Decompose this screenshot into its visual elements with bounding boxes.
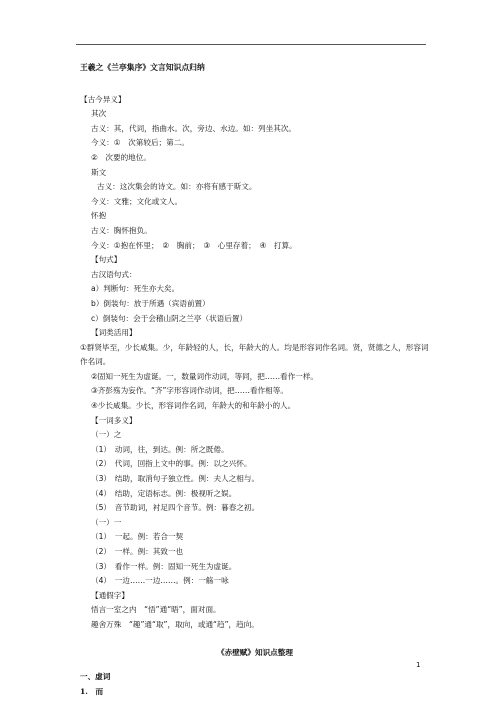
yici-line: （2） 代词，回指上文中的事。例：以之兴怀。	[91, 459, 252, 469]
gujin-line: 古义：其，代词，指曲水。次，旁边、水边。如：列坐其次。	[91, 123, 297, 133]
cilei-line: ③齐彭殇为妄作。“齐”字形容词作动词，把……看作相等。	[91, 386, 288, 396]
yici-line: （1） 动词，往，到达。例：所之既倦。	[91, 444, 229, 454]
document-body	[80, 61, 430, 699]
yici-line: （2） 一样。例：其致一也	[91, 547, 184, 556]
document-title: 王羲之《兰亭集序》文言知识点归纳	[80, 63, 205, 72]
gujin-line: 怀抱	[91, 211, 107, 221]
gujin-line: 古义：这次集会的诗文。如：亦将有感于斯文。	[97, 182, 257, 192]
page-number: 1	[416, 661, 421, 669]
gujin-line: 今义：①抱在怀里； ② 胸前； ③ 心里存着； ④ 打算。	[91, 240, 297, 250]
jushi-line: b）倒装句：放于所遇（宾语前置）	[91, 298, 210, 308]
section-header-cilei: 【词类活用】	[91, 328, 137, 338]
yici-line: （一）之	[91, 430, 122, 440]
jushi-line: a）判断句：死生亦大矣。	[91, 284, 180, 294]
yici-line: （4） 一边……一边……。例：一觞一咏	[91, 576, 229, 586]
jushi-line: 古汉语句式：	[91, 269, 137, 279]
yici-line: （一）一	[91, 517, 122, 527]
heading-er: 1. 而	[80, 686, 104, 696]
yici-line: （3） 结助，取消句子独立性。例：夫人之相与。	[91, 474, 260, 484]
gujin-line: 今义：文雅；文化或文人。	[91, 196, 183, 206]
yici-line: （3） 看作一样。例：固知一死生为虚诞。	[91, 561, 237, 571]
heading-xuci: 一、虚词	[80, 672, 111, 682]
gujin-line: 斯文	[91, 167, 107, 177]
cilei-line: ④少长咸集。少长，形容词作名词，年龄大的和年龄小的人。	[91, 401, 296, 411]
header-rule	[76, 44, 426, 45]
tongjia-line: 悟言一室之内 “悟”通“晤”，面对面。	[91, 605, 221, 615]
tongjia-line: 趣舍万殊 “趣”通“取”，取向，或通“趋”，趋向。	[91, 619, 259, 629]
cilei-line: ②固知一死生为虚诞。一，数量词作动词，等同，把……看作一样。	[91, 371, 319, 381]
gujin-line: 其次	[91, 109, 107, 119]
gujin-line: 古义：胸怀抱负。	[91, 225, 152, 235]
section-header-tongjia: 【通假字】	[91, 590, 129, 600]
section-header-yici: 【一词多义】	[91, 415, 137, 425]
jushi-line: c）倒装句：会于会稽山阴之兰亭（状语后置）	[91, 313, 248, 323]
section-header-jushi: 【句式】	[91, 255, 122, 265]
yici-line: （1） 一起。例：若合一契	[91, 532, 184, 542]
cilei-paragraph: ①群贤毕至，少长咸集。少，年龄轻的人，长，年龄大的人。均是形容词作名词。贤，贤德之人，形容词作名词。	[80, 342, 429, 367]
gujin-line: 今义：① 次第较后；第二。	[91, 138, 189, 148]
section-header-gujin: 【古今异义】	[80, 94, 126, 104]
yici-line: （4） 结助，定语标志。例：极视听之娱。	[91, 488, 237, 498]
yici-line: （5） 音节助词，衬足四个音节。例：暮春之初。	[91, 503, 260, 513]
section-title-chibifu: 《赤壁赋》知识点整理	[217, 647, 293, 657]
gujin-line: ② 次要的地位。	[91, 152, 151, 162]
